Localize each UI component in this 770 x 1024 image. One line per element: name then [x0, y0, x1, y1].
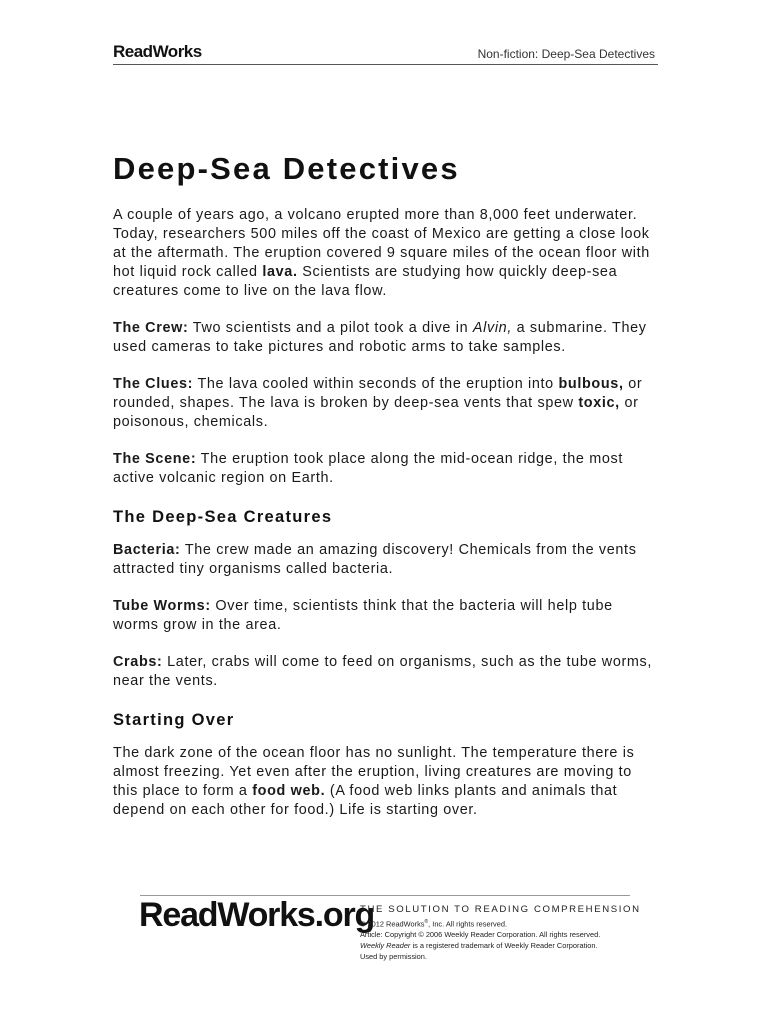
tube-worms-paragraph	[113, 597, 658, 635]
intro-text-2: Scientists are studying how quickly deep-sea creatures come to live on the lava flow.	[113, 264, 618, 299]
copyright-pre: © 2012 ReadWorks	[360, 919, 425, 929]
footer-logo: ReadWorks.org	[139, 896, 375, 934]
bacteria-label: Bacteria:	[113, 542, 181, 558]
vocab-food-web: food web.	[252, 783, 326, 799]
header-section-label: Non-fiction: Deep-Sea Detectives	[477, 47, 655, 61]
clues-label: The Clues:	[113, 376, 194, 392]
crew-text-2: a submarine. They used cameras to take pictures and robotic arms to take samples.	[113, 320, 647, 355]
trademark-text: is a registered trademark of Weekly Reader Corporation.	[410, 941, 598, 951]
bacteria-text: The crew made an amazing discovery! Chemicals from the vents attracted tiny organisms called bacteria.	[113, 542, 637, 577]
page-title: Deep-Sea Detectives	[113, 151, 460, 186]
footer-copyright	[360, 917, 600, 929]
vocab-lava: lava.	[262, 264, 298, 280]
header-brand-logo: ReadWorks	[113, 42, 202, 61]
clues-text-3: or poisonous, chemicals.	[113, 395, 639, 430]
crabs-label: Crabs:	[113, 654, 163, 670]
final-paragraph	[113, 744, 658, 820]
intro-text-1: A couple of years ago, a volcano erupted more than 8,000 feet underwater. Today, researchers 500 miles off the coast of Mexico are getting a close look at the aftermath. The eruption covered 9 square miles of the ocean floor with hot liquid rock called	[113, 207, 650, 280]
section-heading-creatures: The Deep-Sea Creatures	[113, 508, 333, 526]
clues-text-1: The lava cooled within seconds of the eruption into	[193, 376, 559, 392]
registered-mark: ®	[424, 919, 429, 925]
scene-paragraph	[113, 450, 658, 488]
intro-paragraph	[113, 206, 658, 301]
crabs-paragraph	[113, 653, 658, 691]
crew-label: The Crew:	[113, 320, 189, 336]
final-text-1: The dark zone of the ocean floor has no sunlight. The temperature there is almost freezing. Yet even after the eruption, living creatures are moving to this place to form a	[113, 745, 635, 799]
scene-text: The eruption took place along the mid-ocean ridge, the most active volcanic region on Earth.	[113, 451, 623, 486]
crew-text-1: Two scientists and a pilot took a dive in	[188, 320, 473, 336]
vocab-toxic: toxic,	[578, 395, 620, 411]
tube-worms-label: Tube Worms:	[113, 598, 211, 614]
copyright-post: , Inc. All rights reserved.	[428, 919, 508, 929]
bacteria-paragraph	[113, 541, 658, 579]
header-divider	[113, 64, 658, 65]
final-text-2: (A food web links plants and animals that depend on each other for food.) Life is starting over.	[113, 783, 618, 818]
vocab-bulbous: bulbous,	[558, 376, 624, 392]
footer-permission: Used by permission.	[360, 952, 427, 962]
crew-paragraph	[113, 319, 658, 357]
footer-article-copyright: Article: Copyright © 2006 Weekly Reader Corporation. All rights reserved.	[360, 930, 601, 940]
section-heading-starting-over: Starting Over	[113, 711, 235, 729]
clues-paragraph	[113, 375, 658, 432]
footer-legal	[360, 917, 600, 962]
scene-label: The Scene:	[113, 451, 197, 467]
weekly-reader-name: Weekly Reader	[360, 941, 411, 951]
footer-trademark	[360, 940, 600, 951]
footer-tagline: THE SOLUTION TO READING COMPREHENSION	[360, 904, 641, 915]
clues-text-2: or rounded, shapes. The lava is broken by deep-sea vents that spew	[113, 376, 643, 411]
crabs-text: Later, crabs will come to feed on organisms, such as the tube worms, near the vents.	[113, 654, 653, 689]
alvin-name: Alvin,	[472, 320, 512, 336]
tube-worms-text: Over time, scientists think that the bacteria will help tube worms grow in the area.	[113, 598, 613, 633]
article-body	[113, 206, 658, 838]
